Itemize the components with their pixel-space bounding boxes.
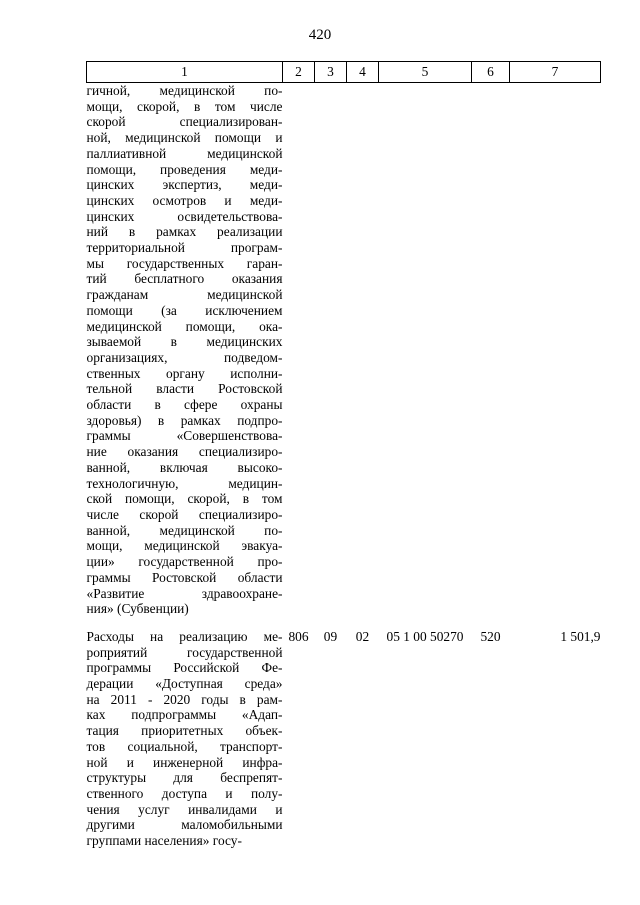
description-line: «Развитие здравоохране- — [86, 585, 283, 601]
column-header-4: 4 — [347, 62, 379, 83]
description-line: паллиативной медицинской — [86, 145, 283, 161]
cell-section — [315, 83, 347, 617]
description-line: мы государственных гаран- — [86, 255, 283, 271]
description-line: ние оказания специализиро- — [86, 444, 283, 460]
column-header-3: 3 — [315, 62, 347, 83]
description-line: тация приоритетных объек- — [86, 723, 283, 739]
description-line: программы Российской Фе- — [86, 660, 283, 676]
description-line: граммы «Совершенствова- — [86, 428, 283, 444]
description-line: роприятий государственной — [86, 644, 283, 660]
cell-ministry: 806 — [288, 628, 309, 644]
description-line: на 2011 - 2020 годы в рам- — [86, 691, 283, 707]
description-line: гичной, медицинской по- — [86, 83, 283, 98]
description-line: чения услуг инвалидами и — [86, 801, 283, 817]
page-number: 420 — [308, 27, 332, 43]
cell-amount: 1 501,9 — [560, 628, 601, 644]
description-line: ской помощи, скорой, в том — [86, 491, 283, 507]
description-line: территориальной програм- — [86, 240, 283, 256]
cell-ministry — [283, 83, 315, 617]
cell-expense-type: 520 — [480, 628, 501, 644]
description-line: организациях, подведом- — [86, 349, 283, 365]
column-header-2: 2 — [283, 62, 315, 83]
description-line: здоровья) в рамках подпро- — [86, 412, 283, 428]
cell-section: 09 — [323, 628, 338, 644]
description-line: цинских экспертиз, меди- — [86, 177, 283, 193]
column-header-7: 7 — [510, 62, 601, 83]
description-line: гражданам медицинской — [86, 287, 283, 303]
column-header-1: 1 — [87, 62, 283, 83]
description-line: другими маломобильными — [86, 817, 283, 833]
table-row — [87, 83, 601, 617]
cell-subsection: 02 — [355, 628, 370, 644]
description-line: ной и инженерной инфра- — [86, 754, 283, 770]
description-line: области в сфере охраны — [86, 397, 283, 413]
table-row — [87, 617, 601, 849]
description-line: числе скорой специализиро- — [86, 506, 283, 522]
row-description — [87, 83, 283, 617]
description-line: мощи, скорой, в том числе — [86, 98, 283, 114]
description-line: дерации «Доступная среда» — [86, 676, 283, 692]
description-line: ния» (Субвенции) — [86, 601, 189, 617]
description-line: тельной власти Ростовской — [86, 381, 283, 397]
description-line: тов социальной, транспорт- — [86, 738, 283, 754]
column-header-6: 6 — [472, 62, 510, 83]
description-line: граммы Ростовской области — [86, 569, 283, 585]
description-line: структуры для беспрепят- — [86, 770, 283, 786]
cell-expense-type — [472, 83, 510, 617]
description-line: помощи (за исключением — [86, 302, 283, 318]
description-line: ственного доступа и полу- — [86, 785, 283, 801]
cell-target-article: 05 1 00 50270 — [386, 628, 464, 644]
description-line: ванной, включая высоко- — [86, 459, 283, 475]
cell-amount — [510, 83, 601, 617]
description-line: ний в рамках реализации — [86, 224, 283, 240]
description-line: зываемой в медицинских — [86, 334, 283, 350]
description-line: Расходы на реализацию ме- — [86, 628, 283, 644]
row-description — [87, 617, 283, 849]
description-line: цинских осмотров и меди- — [86, 192, 283, 208]
cell-target-article — [379, 83, 472, 617]
description-line: ции» государственной про- — [86, 554, 283, 570]
description-line: технологичную, медицин- — [86, 475, 283, 491]
description-line: помощи, проведения меди- — [86, 161, 283, 177]
description-line: тий бесплатного оказания — [86, 271, 283, 287]
budget-table — [86, 61, 601, 849]
description-line: цинских освидетельствова- — [86, 208, 283, 224]
description-line: медицинской помощи, ока- — [86, 318, 283, 334]
description-line: мощи, медицинской эвакуа- — [86, 538, 283, 554]
cell-subsection — [347, 83, 379, 617]
header-row — [87, 62, 601, 83]
description-line: ках подпрограммы «Адап- — [86, 707, 283, 723]
description-line: ванной, медицинской по- — [86, 522, 283, 538]
description-line: скорой специализирован- — [86, 114, 283, 130]
description-line: группами населения» госу- — [86, 833, 242, 849]
description-line: ной, медицинской помощи и — [86, 130, 283, 146]
column-header-5: 5 — [379, 62, 472, 83]
description-line: ственных органу исполни- — [86, 365, 283, 381]
